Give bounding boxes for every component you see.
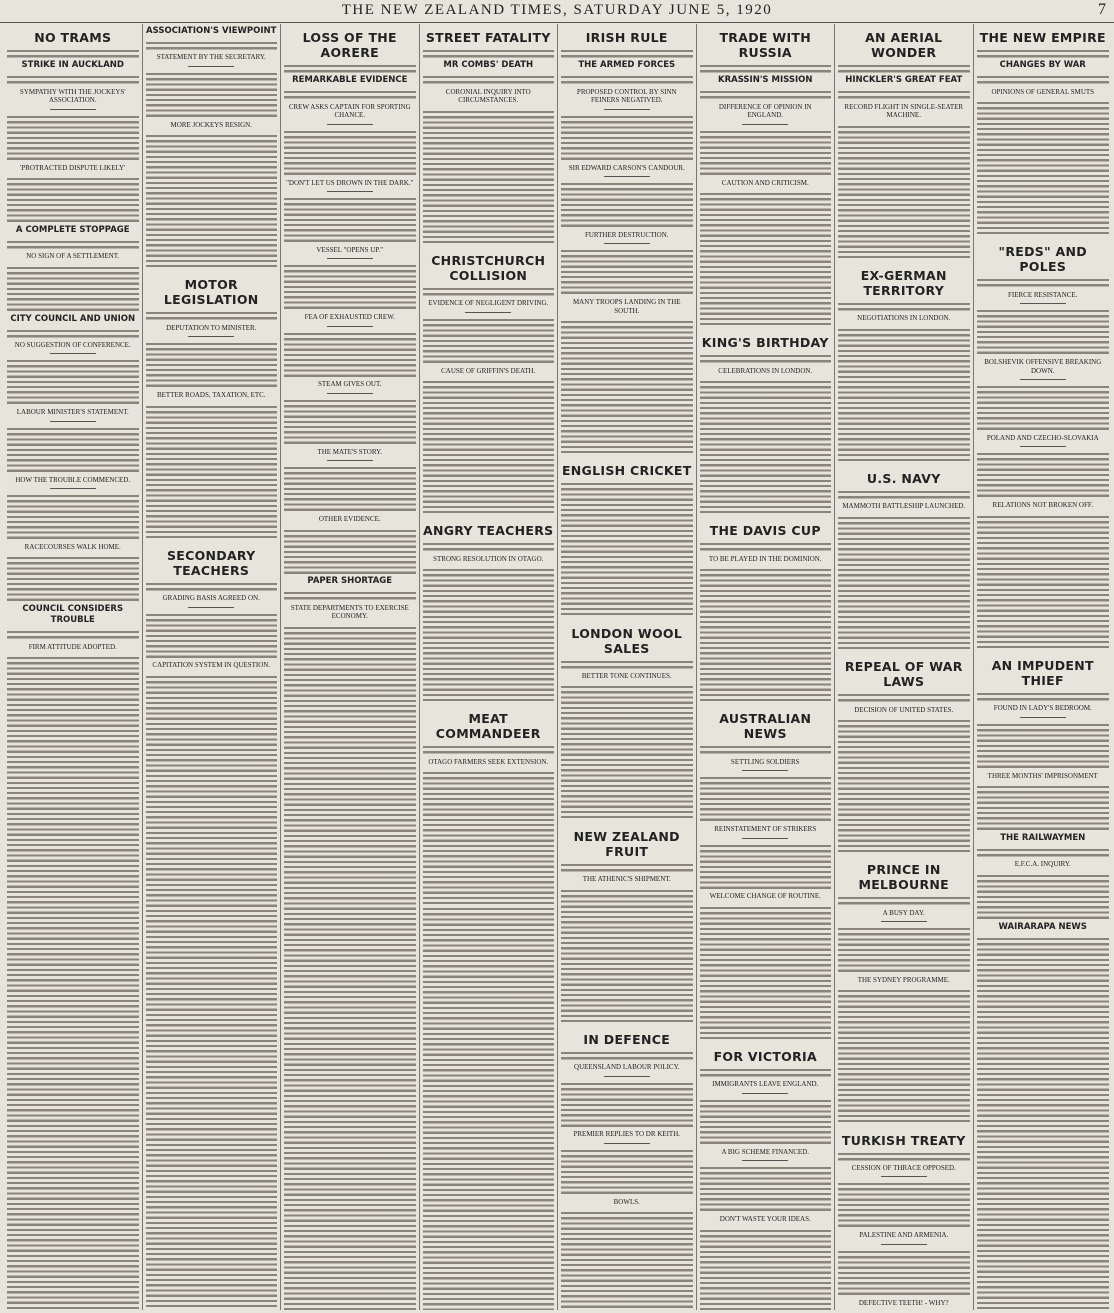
- article-headline: NEW ZEALAND FRUIT: [573, 828, 680, 859]
- article-headline: ENGLISH CRICKET: [561, 463, 692, 479]
- article-deck: "DON'T LET US DROWN IN THE DARK.": [286, 178, 414, 187]
- article-headline: LONDON WOOL SALES: [571, 625, 683, 656]
- article-body-text: [7, 555, 139, 602]
- article-body-text: [284, 331, 416, 378]
- article-deck: FIERCE RESISTANCE.: [1008, 290, 1078, 299]
- article-deck: STATEMENT BY THE SECRETARY.: [156, 53, 266, 62]
- article-deck: STATE DEPARTMENTS TO EXERCISE ECONOMY.: [290, 603, 409, 621]
- article-body-text: [423, 74, 555, 84]
- article-deck: DEPUTATION TO MINISTER.: [166, 323, 257, 332]
- article-deck: GRADING BASIS AGREED ON.: [162, 594, 260, 603]
- divider-rule: [742, 1093, 788, 1094]
- divider-rule: [742, 1160, 788, 1161]
- article-deck: MAMMOTH BATTLESHIP LAUNCHED.: [842, 502, 966, 511]
- article-deck: A BIG SCHEME FINANCED.: [721, 1147, 809, 1156]
- masthead-title: THE NEW ZEALAND TIMES, SATURDAY JUNE 5, 1920: [341, 2, 773, 18]
- article-body-text: [146, 809, 278, 1310]
- article-body-text: [423, 317, 555, 364]
- article-body-text: [561, 1081, 693, 1128]
- article-body-text: [7, 74, 139, 84]
- article-body-text: [977, 722, 1110, 769]
- article-headline: NO TRAMS: [34, 30, 112, 45]
- article-body-text: [561, 1050, 693, 1060]
- article-body-text: [700, 129, 832, 176]
- divider-rule: [1020, 379, 1066, 380]
- article-body-text: [700, 905, 832, 1040]
- article-body-text: [7, 790, 139, 1310]
- article-deck: FEA OF EXHAUSTED CREW.: [304, 313, 395, 322]
- article-body-text: [284, 590, 416, 600]
- article-body-text: [977, 277, 1110, 287]
- article-body-text: [423, 770, 555, 905]
- article-body-text: [146, 612, 278, 659]
- article-body-text: [284, 465, 416, 512]
- article-deck: BOLSHEVIK OFFENSIVE BREAKING DOWN.: [984, 358, 1102, 375]
- article-headline: IRISH RULE: [585, 30, 668, 45]
- column-6: [697, 24, 836, 1310]
- article-headline: AN AERIAL WONDER: [865, 30, 943, 60]
- article-deck: RELATIONS NOT BROKEN OFF.: [992, 501, 1093, 510]
- article-body-text: [561, 888, 693, 1023]
- divider-rule: [1020, 717, 1066, 718]
- column-2: [143, 24, 282, 1310]
- article-deck: REINSTATEMENT OF STRIKERS: [714, 825, 817, 834]
- article-deck: OPINIONS OF GENERAL SMUTS: [991, 87, 1095, 96]
- article-deck: PREMIER REPLIES TO DR KEITH.: [573, 1130, 680, 1139]
- article-deck: QUEENSLAND LABOUR POLICY.: [574, 1063, 680, 1072]
- article-deck: STEAM GIVES OUT.: [318, 380, 382, 389]
- article-body-text: [561, 659, 693, 669]
- article-deck: 'PROTRACTED DISPUTE LIKELY': [20, 163, 126, 172]
- article-deck: STRONG RESOLUTION IN OTAGO.: [433, 554, 544, 563]
- article-body-text: [700, 1067, 832, 1077]
- article-deck: POLAND AND CZECHO-SLOVAKIA: [986, 433, 1099, 442]
- article-body-text: [561, 114, 693, 161]
- column-1: [4, 24, 143, 1310]
- column-7: [835, 24, 974, 1310]
- article-body-text: [423, 109, 555, 244]
- divider-rule: [50, 488, 96, 489]
- article-deck: SETTLING SOLDIERS: [730, 757, 800, 766]
- article-body-text: [561, 181, 693, 228]
- article-body-text: [561, 48, 693, 58]
- article-body-text: [284, 196, 416, 243]
- article-body-text: [284, 263, 416, 310]
- article-deck: THE SYDNEY PROGRAMME.: [857, 975, 950, 984]
- article-body-text: [561, 1148, 693, 1195]
- article-headline: AUSTRALIAN NEWS: [719, 711, 812, 742]
- article-deck: FOUND IN LADY'S BEDROOM.: [993, 704, 1092, 713]
- article-body-text: [977, 308, 1110, 355]
- article-deck: THE MATE'S STORY.: [317, 447, 383, 456]
- divider-rule: [742, 838, 788, 839]
- article-headline: MOTOR LEGISLATION: [163, 277, 259, 308]
- article-deck: DIFFERENCE OF OPINION IN ENGLAND.: [718, 102, 812, 120]
- article-body-text: [977, 48, 1110, 58]
- article-headline: TURKISH TREATY: [841, 1132, 966, 1148]
- article-body-text: [146, 674, 278, 809]
- column-3: [281, 24, 420, 1310]
- article-headline: ANGRY TEACHERS: [423, 523, 554, 539]
- article-deck: MANY TROOPS LANDING IN THE SOUTH.: [572, 298, 681, 315]
- article-body-text: [284, 625, 416, 760]
- article-body-text: [838, 718, 970, 853]
- article-body-text: [838, 63, 970, 73]
- divider-rule: [1020, 446, 1066, 447]
- article-body-text: [838, 1181, 970, 1228]
- article-body-text: [146, 40, 278, 50]
- article-deck: OTAGO FARMERS SEEK EXTENSION.: [428, 757, 549, 766]
- columns-container: [4, 24, 1112, 1310]
- divider-rule: [742, 770, 788, 771]
- article-body-text: [977, 936, 1110, 1071]
- article-headline: FOR VICTORIA: [713, 1049, 817, 1065]
- article-deck: CREW ASKS CAPTAIN FOR SPORTING CHANCE.: [288, 102, 411, 120]
- article-body-text: [838, 301, 970, 311]
- article-subhead: COUNCIL CONSIDERS TROUBLE: [22, 604, 124, 626]
- divider-rule: [188, 66, 234, 67]
- divider-rule: [604, 176, 650, 177]
- article-body-text: [561, 248, 693, 295]
- article-body-text: [146, 71, 278, 118]
- divider-rule: [604, 1143, 650, 1144]
- article-body-text: [700, 1228, 832, 1310]
- article-body-text: [700, 353, 832, 363]
- article-body-text: [7, 239, 139, 249]
- article-subhead: CITY COUNCIL AND UNION: [10, 313, 136, 324]
- article-headline: MEAT COMMANDEER: [435, 711, 541, 742]
- article-body-text: [146, 133, 278, 268]
- article-body-text: [284, 398, 416, 445]
- article-body-text: [700, 379, 832, 514]
- article-body-text: [700, 1165, 832, 1212]
- article-body-text: [700, 567, 832, 702]
- article-body-text: [7, 493, 139, 540]
- article-body-text: [7, 426, 139, 473]
- article-body-text: [838, 489, 970, 499]
- article-deck: CAUSE OF GRIFFIN'S DEATH.: [441, 366, 536, 375]
- divider-rule: [188, 336, 234, 337]
- article-body-text: [977, 74, 1110, 84]
- article-deck: BOWLS.: [613, 1197, 640, 1206]
- article-headline: U.S. NAVY: [866, 471, 941, 487]
- article-body-text: [700, 191, 832, 326]
- article-body-text: [561, 684, 693, 819]
- article-headline: AN IMPUDENT THIEF: [991, 657, 1094, 688]
- article-body-text: [977, 384, 1110, 431]
- article-deck: E.F.C.A. INQUIRY.: [1014, 860, 1071, 869]
- divider-rule: [327, 460, 373, 461]
- article-deck: RECORD FLIGHT IN SINGLE-SEATER MACHINE.: [844, 102, 964, 120]
- article-body-text: [284, 63, 416, 73]
- article-deck: THREE MONTHS' IMPRISONMENT: [987, 771, 1098, 780]
- article-headline: EX-GERMAN TERRITORY: [860, 267, 947, 298]
- article-subhead: PAPER SHORTAGE: [307, 576, 393, 587]
- divider-rule: [327, 326, 373, 327]
- article-body-text: [838, 692, 970, 702]
- article-body-text: [7, 629, 139, 639]
- article-body-text: [284, 760, 416, 1310]
- divider-rule: [604, 109, 650, 110]
- article-body-text: [700, 541, 832, 551]
- article-subhead: THE ARMED FORCES: [578, 60, 676, 71]
- article-body-text: [561, 862, 693, 872]
- article-deck: FURTHER DESTRUCTION.: [584, 230, 669, 239]
- article-body-text: [146, 310, 278, 320]
- article-body-text: [977, 100, 1110, 235]
- article-body-text: [977, 1071, 1110, 1310]
- divider-rule: [327, 124, 373, 125]
- article-deck: MORE JOCKEYS RESIGN.: [170, 120, 252, 129]
- article-body-text: [7, 265, 139, 312]
- article-subhead: KRASSIN'S MISSION: [717, 75, 813, 86]
- article-deck: PALESTINE AND ARMENIA.: [859, 1231, 949, 1240]
- article-body-text: [284, 129, 416, 176]
- article-headline: CHRISTCHURCH COLLISION: [431, 252, 546, 283]
- article-deck: FIRM ATTITUDE ADOPTED.: [28, 642, 117, 651]
- article-body-text: [561, 481, 693, 616]
- article-body-text: [146, 404, 278, 539]
- article-body-text: [423, 567, 555, 702]
- article-headline: THE DAVIS CUP: [709, 523, 821, 539]
- divider-rule: [327, 258, 373, 259]
- article-deck: NO SUGGESTION OF CONFERENCE.: [14, 340, 131, 349]
- article-body-text: [146, 581, 278, 591]
- divider-rule: [465, 312, 511, 313]
- article-body-text: [7, 114, 139, 161]
- article-body-text: [423, 286, 555, 296]
- article-headline: "REDS" AND POLES: [998, 244, 1087, 275]
- article-body-text: [423, 379, 555, 514]
- divider-rule: [327, 393, 373, 394]
- article-deck: SYMPATHY WITH THE JOCKEYS' ASSOCIATION.: [19, 87, 126, 105]
- article-headline: TRADE WITH RUSSIA: [719, 30, 812, 60]
- article-body-text: [700, 843, 832, 890]
- article-body-text: [423, 906, 555, 1311]
- article-body-text: [838, 988, 970, 1123]
- article-subhead: A COMPLETE STOPPAGE: [15, 224, 130, 235]
- article-headline: IN DEFENCE: [583, 1031, 671, 1047]
- article-deck: A BUSY DAY.: [882, 908, 925, 917]
- article-deck: CAUTION AND CRITICISM.: [721, 178, 809, 187]
- article-subhead: STRIKE IN AUCKLAND: [21, 60, 124, 71]
- article-body-text: [423, 541, 555, 551]
- divider-rule: [604, 243, 650, 244]
- divider-rule: [327, 191, 373, 192]
- article-subhead: CHANGES BY WAR: [999, 60, 1086, 71]
- page-number: 7: [1098, 1, 1106, 18]
- article-headline: THE NEW EMPIRE: [979, 30, 1106, 45]
- article-deck: DEFECTIVE TEETH! - WHY?: [858, 1298, 949, 1307]
- article-subhead: ASSOCIATION'S VIEWPOINT: [146, 26, 277, 36]
- article-body-text: [423, 48, 555, 58]
- article-body-text: [838, 89, 970, 99]
- article-headline: PRINCE IN MELBOURNE: [858, 862, 950, 893]
- article-body-text: [7, 48, 139, 58]
- column-5: [558, 24, 697, 1310]
- article-body-text: [838, 1151, 970, 1161]
- article-deck: CESSION OF THRACE OPPOSED.: [851, 1163, 956, 1172]
- article-headline: LOSS OF THE AORERE: [302, 30, 397, 60]
- article-body-text: [838, 895, 970, 905]
- divider-rule: [188, 607, 234, 608]
- article-subhead: HINCKLER'S GREAT FEAT: [845, 75, 963, 86]
- article-body-text: [700, 775, 832, 822]
- article-headline: KING'S BIRTHDAY: [701, 335, 829, 351]
- article-body-text: [284, 528, 416, 575]
- article-body-text: [977, 691, 1110, 701]
- divider-rule: [604, 1076, 650, 1077]
- article-body-text: [561, 1210, 693, 1310]
- article-deck: LABOUR MINISTER'S STATEMENT.: [16, 408, 129, 417]
- article-body-text: [838, 515, 970, 650]
- article-body-text: [838, 926, 970, 973]
- article-deck: DECISION OF UNITED STATES.: [854, 705, 954, 714]
- article-body-text: [7, 358, 139, 405]
- article-deck: NEGOTIATIONS IN LONDON.: [857, 314, 951, 323]
- article-subhead: WAIRARAPA NEWS: [998, 921, 1087, 932]
- article-body-text: [977, 451, 1110, 498]
- article-body-text: [977, 784, 1110, 831]
- article-body-text: [700, 1098, 832, 1145]
- article-body-text: [700, 744, 832, 754]
- article-body-text: [838, 1249, 970, 1296]
- article-body-text: [284, 89, 416, 99]
- divider-rule: [50, 353, 96, 354]
- article-headline: SECONDARY TEACHERS: [166, 547, 256, 578]
- article-body-text: [146, 341, 278, 388]
- divider-rule: [881, 1244, 927, 1245]
- divider-rule: [50, 109, 96, 110]
- article-body-text: [977, 847, 1110, 857]
- article-deck: OTHER EVIDENCE.: [318, 515, 381, 524]
- article-body-text: [423, 744, 555, 754]
- column-8: [974, 24, 1113, 1310]
- article-body-text: [700, 63, 832, 73]
- article-deck: NO SIGN OF A SETTLEMENT.: [26, 252, 120, 261]
- divider-rule: [881, 1176, 927, 1177]
- article-subhead: MR COMBS' DEATH: [443, 60, 534, 71]
- article-deck: CAPITATION SYSTEM IN QUESTION.: [152, 661, 271, 670]
- article-deck: BETTER TONE CONTINUES.: [581, 671, 672, 680]
- article-deck: IMMIGRANTS LEAVE ENGLAND.: [712, 1080, 819, 1089]
- article-body-text: [561, 319, 693, 454]
- article-deck: SIR EDWARD CARSON'S CANDOUR.: [568, 163, 685, 172]
- article-deck: TO BE PLAYED IN THE DOMINION.: [708, 554, 822, 563]
- masthead: [0, 0, 1114, 23]
- article-deck: RACECOURSES WALK HOME.: [24, 542, 121, 551]
- article-subhead: THE RAILWAYMEN: [1000, 832, 1086, 843]
- article-subhead: REMARKABLE EVIDENCE: [292, 75, 408, 86]
- article-body-text: [977, 873, 1110, 920]
- article-headline: REPEAL OF WAR LAWS: [844, 659, 963, 690]
- article-deck: CORONIAL INQUIRY INTO CIRCUMSTANCES.: [445, 87, 531, 105]
- divider-rule: [742, 124, 788, 125]
- article-deck: VESSEL "OPENS UP.": [316, 245, 384, 254]
- article-deck: CELEBRATIONS IN LONDON.: [718, 366, 813, 375]
- article-body-text: [838, 327, 970, 462]
- article-body-text: [700, 89, 832, 99]
- article-deck: EVIDENCE OF NEGLIGENT DRIVING.: [428, 299, 549, 308]
- article-body-text: [7, 328, 139, 338]
- article-headline: STREET FATALITY: [425, 30, 551, 45]
- article-deck: BETTER ROADS, TAXATION, ETC.: [156, 391, 266, 400]
- article-deck: DON'T WASTE YOUR IDEAS.: [719, 1215, 811, 1224]
- divider-rule: [50, 421, 96, 422]
- article-deck: WELCOME CHANGE OF ROUTINE.: [709, 892, 821, 901]
- divider-rule: [881, 921, 927, 922]
- article-deck: THE ATHENIC'S SHIPMENT.: [582, 875, 671, 884]
- article-deck: HOW THE TROUBLE COMMENCED.: [15, 475, 131, 484]
- article-body-text: [561, 74, 693, 84]
- article-body-text: [7, 655, 139, 790]
- article-body-text: [838, 124, 970, 259]
- article-body-text: [977, 514, 1110, 649]
- column-4: [420, 24, 559, 1310]
- divider-rule: [1020, 303, 1066, 304]
- article-deck: PROPOSED CONTROL BY SINN FEINERS NEGATIVED.: [576, 87, 677, 105]
- article-body-text: [7, 176, 139, 223]
